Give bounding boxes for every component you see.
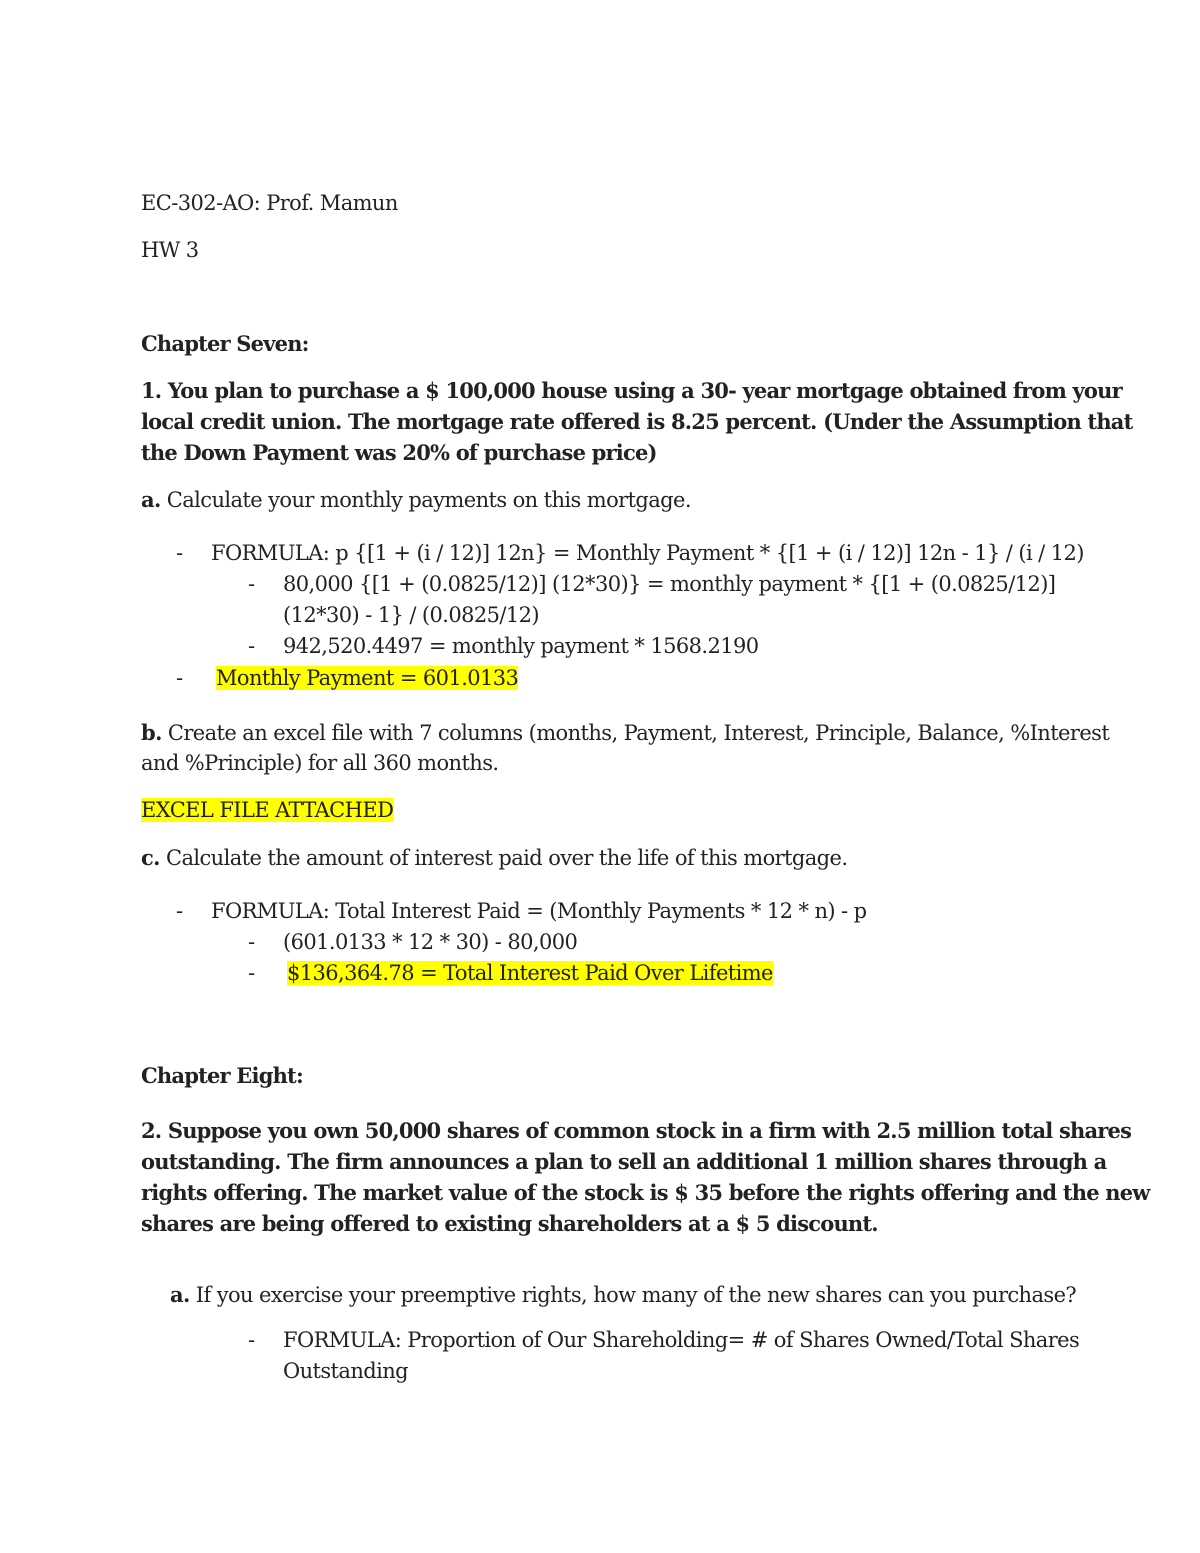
chapter-seven-heading: Chapter Seven: xyxy=(141,331,309,356)
bullet-dash: - xyxy=(248,1328,256,1352)
highlighted-answer: EXCEL FILE ATTACHED xyxy=(141,798,394,822)
part-a-formula: FORMULA: p {[1 + (i / 12)] 12n} = Monthly Payment * {[1 + (i / 12)] 12n - 1} / (i / 12) xyxy=(211,541,1084,565)
question-2-line-4: shares are being offered to existing shareholders at a $ 5 discount. xyxy=(141,1211,878,1236)
part-c-text: Calculate the amount of interest paid over the life of this mortgage. xyxy=(159,846,848,870)
question-1-line-1: 1. You plan to purchase a $ 100,000 house using a 30- year mortgage obtained from your xyxy=(141,378,1122,403)
part-c-formula: FORMULA: Total Interest Paid = (Monthly Payments * 12 * n) - p xyxy=(211,899,867,923)
chapter-eight-heading: Chapter Eight: xyxy=(141,1063,303,1088)
bullet-dash: - xyxy=(248,961,256,985)
bullet-dash: - xyxy=(176,899,184,923)
bullet-dash: - xyxy=(176,666,184,690)
part-a-label: a. xyxy=(141,487,161,512)
part-a-answer xyxy=(216,663,518,694)
part-a-text: Calculate your monthly payments on this mortgage. xyxy=(160,488,691,512)
part-a-prompt xyxy=(141,484,691,516)
ch8-part-a-text: If you exercise your preemptive rights, how many of the new shares can you purchase? xyxy=(189,1283,1077,1307)
course-title: EC-302-AO: Prof. Mamun xyxy=(141,191,398,215)
highlighted-answer: Monthly Payment = 601.0133 xyxy=(216,666,519,690)
question-1-line-2: local credit union. The mortgage rate offered is 8.25 percent. (Under the Assumption that xyxy=(141,409,1133,434)
ch8-part-a-label: a. xyxy=(170,1282,190,1307)
ch8-part-a-prompt xyxy=(170,1279,1076,1311)
highlighted-answer: $136,364.78 = Total Interest Paid Over Lifetime xyxy=(287,961,773,985)
part-b-label: b. xyxy=(141,720,162,745)
part-b-text: Create an excel file with 7 columns (months, Payment, Interest, Principle, Balance, %Interest xyxy=(161,721,1110,745)
question-2-line-3: rights offering. The market value of the stock is $ 35 before the rights offering and the new xyxy=(141,1180,1150,1205)
question-1-line-3: the Down Payment was 20% of purchase price) xyxy=(141,440,657,465)
part-b-prompt-line-1 xyxy=(141,717,1109,749)
ch8-part-a-formula-cont: Outstanding xyxy=(283,1359,408,1383)
part-b-prompt-line-2: and %Principle) for all 360 months. xyxy=(141,751,499,775)
bullet-dash: - xyxy=(248,572,256,596)
part-c-label: c. xyxy=(141,845,160,870)
part-c-answer xyxy=(287,958,773,989)
bullet-dash: - xyxy=(248,930,256,954)
question-2-line-2: outstanding. The firm announces a plan to sell an additional 1 million shares through a xyxy=(141,1149,1107,1174)
bullet-dash: - xyxy=(176,541,184,565)
part-b-answer xyxy=(141,795,393,826)
part-a-step-1-cont: (12*30) - 1} / (0.0825/12) xyxy=(283,603,539,627)
part-a-step-2: 942,520.4497 = monthly payment * 1568.2190 xyxy=(283,634,759,658)
assignment-title: HW 3 xyxy=(141,238,199,262)
part-c-prompt xyxy=(141,842,847,874)
part-a-step-1: 80,000 {[1 + (0.0825/12)] (12*30)} = monthly payment * {[1 + (0.0825/12)] xyxy=(283,572,1056,596)
ch8-part-a-formula: FORMULA: Proportion of Our Shareholding= # of Shares Owned/Total Shares xyxy=(283,1328,1080,1352)
question-2-line-1: 2. Suppose you own 50,000 shares of common stock in a firm with 2.5 million total shares xyxy=(141,1118,1132,1143)
bullet-dash: - xyxy=(248,634,256,658)
part-c-step-1: (601.0133 * 12 * 30) - 80,000 xyxy=(283,930,578,954)
